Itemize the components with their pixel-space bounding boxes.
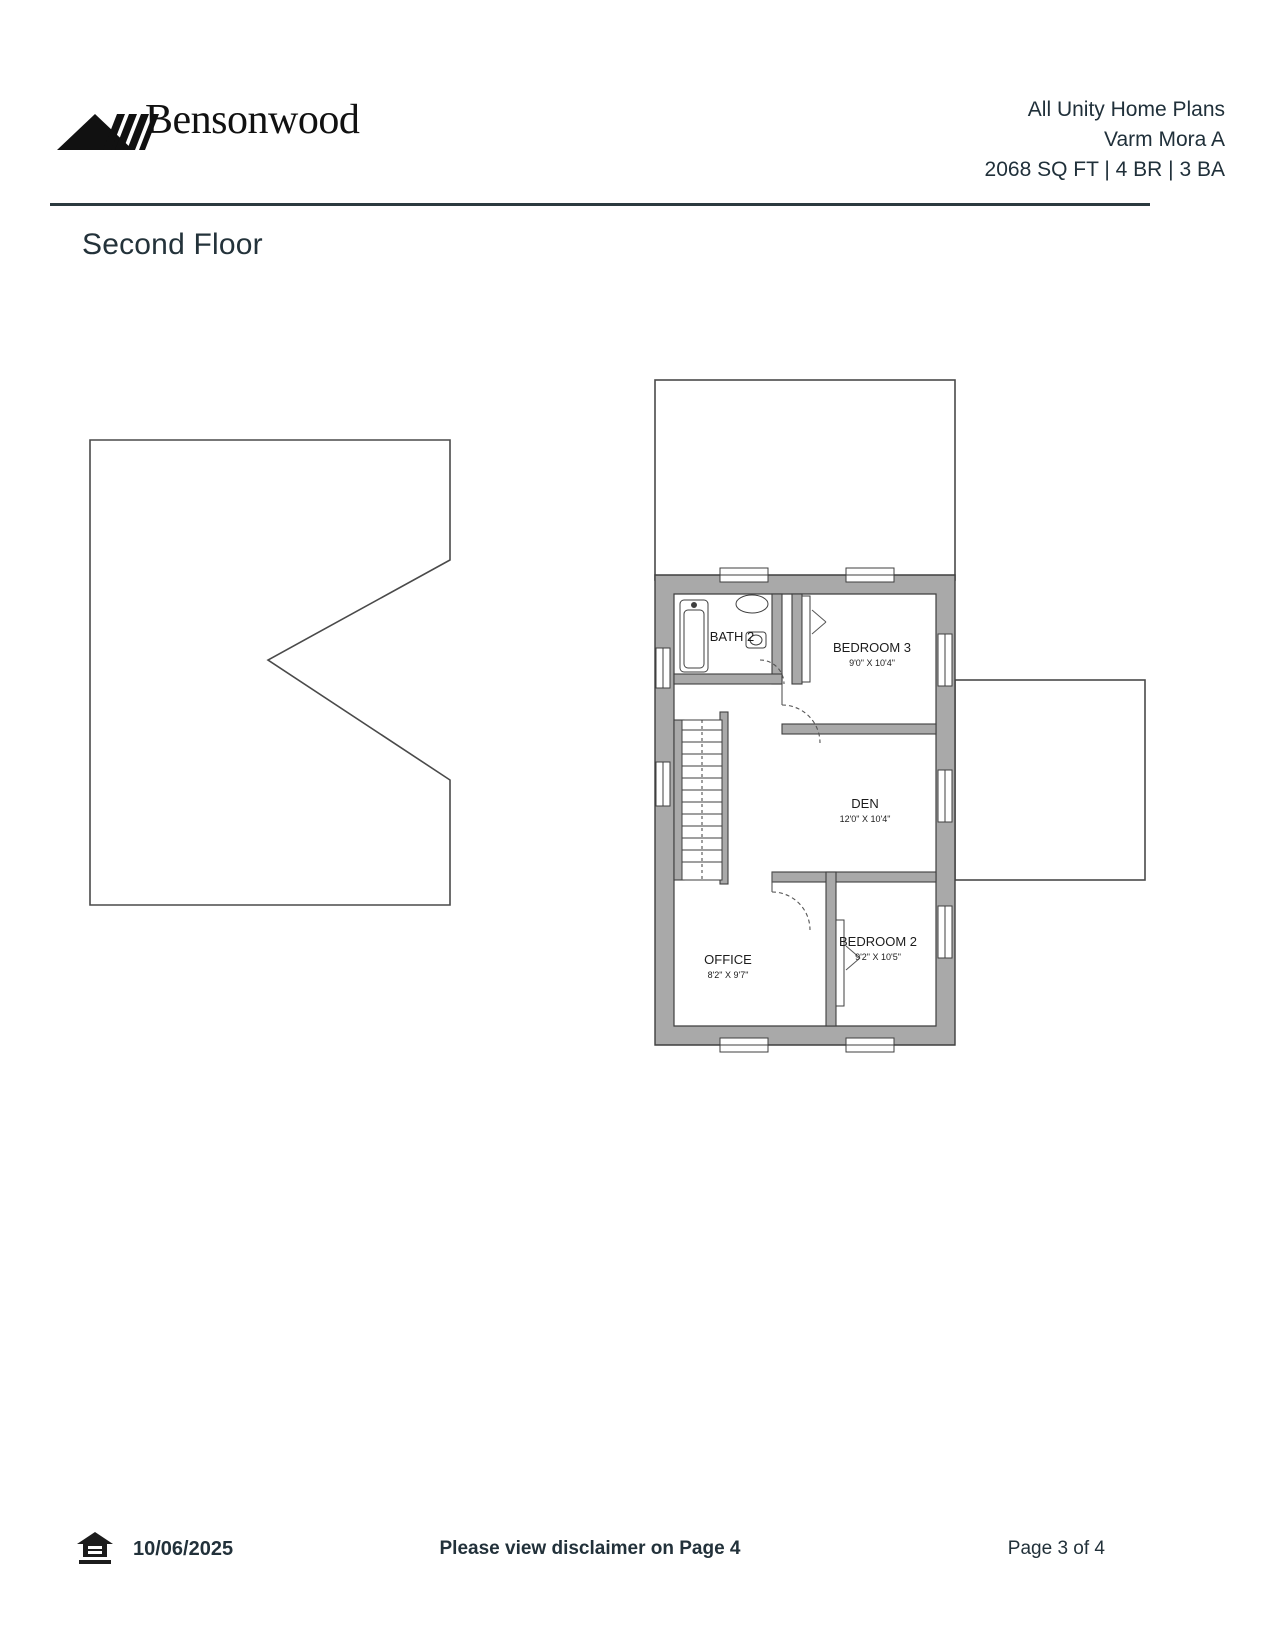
bathtub-fixture — [680, 600, 708, 672]
footer-page-number: Page 3 of 4 — [1007, 1538, 1105, 1559]
footer-disclaimer-note: Please view disclaimer on Page 4 — [439, 1538, 741, 1559]
staircase — [682, 720, 722, 880]
room-label-office: OFFICE — [704, 952, 752, 967]
sink-fixture — [736, 595, 768, 613]
room-label-bedroom-2: BEDROOM 2 — [838, 934, 918, 949]
room-dims-den: 12'0" X 10'4" — [839, 814, 891, 824]
header-meta-line-3: 2068 SQ FT | 4 BR | 3 BA — [984, 158, 1225, 181]
header-divider — [50, 203, 1150, 206]
room-dims-office: 8'2" X 9'7" — [707, 970, 749, 980]
footer-date: 10/06/2025 — [133, 1538, 234, 1560]
room-label-den: DEN — [851, 796, 879, 811]
roof-outline-left — [90, 440, 450, 905]
room-label-bedroom-3: BEDROOM 3 — [832, 640, 912, 655]
logo-wordmark: Bensonwood — [145, 97, 360, 143]
header-meta-line-1: All Unity Home Plans — [1027, 98, 1225, 121]
header-meta — [985, 95, 1225, 185]
room-dims-bedroom-3: 9'0" X 10'4" — [849, 658, 895, 668]
floorplan-drawing — [60, 360, 1180, 1080]
document-header — [50, 95, 1225, 205]
document-footer — [75, 1530, 1105, 1570]
room-dims-bedroom-2: 9'2" X 10'5" — [855, 952, 901, 962]
header-meta-line-2: Varm Mora A — [1104, 128, 1225, 151]
roof-outline-top — [655, 380, 955, 580]
page-title: Second Floor — [82, 228, 263, 261]
room-label-bath-2: BATH 2 — [709, 629, 755, 644]
bensonwood-logo — [55, 97, 385, 160]
roof-outline-right — [955, 680, 1145, 880]
